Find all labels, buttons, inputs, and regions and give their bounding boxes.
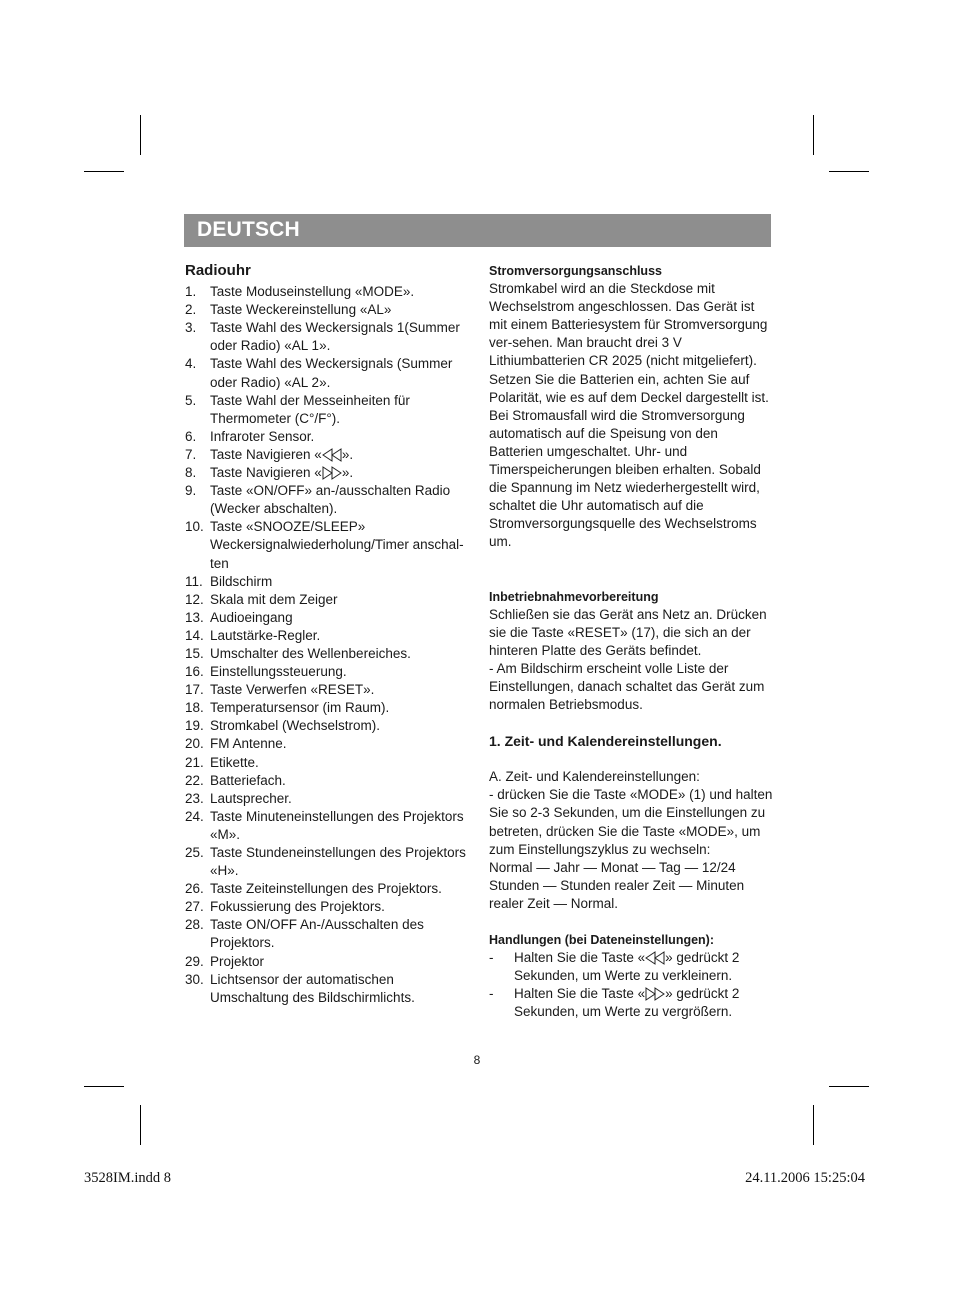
item-number: 16.: [185, 664, 204, 680]
item-number: 18.: [185, 700, 204, 716]
item-number: 27.: [185, 899, 204, 915]
item-text: Projektor: [210, 953, 265, 969]
item-text: Lichtsensor der automatischen Umschaltung des Bildschirmlichts.: [210, 971, 415, 1005]
action-text: [514, 949, 774, 985]
item-number: 6.: [185, 428, 197, 444]
item-text-prefix: Taste Navigieren «: [210, 446, 322, 462]
time-subheading: A. Zeit- und Kalendereinstellungen:: [489, 769, 700, 785]
item-text: Etikette.: [210, 754, 259, 770]
item-text-suffix: ».: [341, 465, 354, 481]
item-text: Taste «ON/OFF» an-/ausschalten Radio (Wecker abschalten).: [210, 483, 451, 517]
list-item: [185, 681, 470, 699]
item-number: 4.: [185, 356, 197, 372]
list-item: [185, 808, 470, 844]
power-text: Stromkabel wird an die Steckdose mit Wechselstrom angeschlossen. Das Gerät ist mit einem Batteriesystem für Stromversorgung ver-sehen. Man braucht drei 3 V Lithiumbatterien CR 2025 (nicht mitgeliefert). Setzen Sie die Batterien ein, achten Sie auf Polarität, wie es auf dem Deckel dargestellt ist. Bei Stromausfall wird die Stromversorgung automatisch auf die Speisung von den Batterien umgeschaltet. Uhr- und Timerspeicherungen bleiben erhalten. Sobald die Spannung im Netz wiederhergestellt wird, schaltet die Uhr automatisch auf die Stromversorgungsquelle des Wechselstroms um.: [489, 281, 769, 550]
item-number: 12.: [185, 591, 204, 607]
list-item: [185, 446, 470, 464]
item-text-suffix: ».: [341, 446, 354, 462]
list-item: [185, 953, 470, 971]
item-number: 21.: [185, 754, 204, 770]
footer-timestamp: 24.11.2006 15:25:04: [745, 1170, 865, 1186]
crop-mark: [829, 1086, 869, 1087]
item-text: Umschalter des Wellenbereiches.: [210, 645, 411, 661]
item-text: Taste Stundeneinstellungen des Projektors «H».: [210, 845, 466, 879]
item-number: 19.: [185, 718, 204, 734]
item-text: Taste ON/OFF An-/Ausschalten des Projektors.: [210, 917, 424, 951]
item-text: Bildschirm: [210, 573, 273, 589]
section-title: Radiouhr: [185, 262, 251, 279]
list-item: [185, 735, 470, 753]
item-number: 20.: [185, 736, 204, 752]
item-number: 7.: [185, 446, 197, 462]
list-item: [185, 464, 470, 482]
list-item: [489, 949, 774, 985]
crop-mark: [84, 171, 124, 172]
item-text: Taste «SNOOZE/SLEEP» Weckersignalwiederholung/Timer anschal-ten: [210, 519, 464, 571]
list-item: [185, 772, 470, 790]
item-number: 30.: [185, 971, 204, 987]
item-text: Taste Zeiteinstellungen des Projektors.: [210, 881, 442, 897]
crop-mark: [813, 1105, 814, 1145]
item-number: 15.: [185, 645, 204, 661]
actions-list: [489, 949, 774, 1021]
time-heading: 1. Zeit- und Kalendereinstellungen.: [489, 733, 722, 750]
list-item: [185, 790, 470, 808]
list-item: [185, 971, 470, 1007]
instructions-column: [489, 262, 774, 1021]
list-item: [185, 898, 470, 916]
item-text: [210, 464, 470, 482]
crop-mark: [84, 1086, 124, 1087]
item-text: Infraroter Sensor.: [210, 428, 315, 444]
list-item: [185, 699, 470, 717]
item-number: 8.: [185, 465, 197, 481]
crop-mark: [813, 115, 814, 155]
item-text: Batteriefach.: [210, 772, 286, 788]
list-item: [185, 844, 470, 880]
crop-mark: [140, 1105, 141, 1145]
item-number: 25.: [185, 845, 204, 860]
item-number: 3.: [185, 320, 197, 336]
list-item: [185, 717, 470, 735]
item-text: Taste Wahl der Messeinheiten für Thermometer (C°/F°).: [210, 392, 410, 426]
item-number: 9.: [185, 483, 197, 499]
item-text: Taste Wahl des Weckersignals 1(Summer oder Radio) «AL 1».: [210, 320, 460, 354]
item-text: Fokussierung des Projektors.: [210, 899, 385, 915]
item-text: [210, 446, 470, 464]
list-item: [185, 609, 470, 627]
list-item: [185, 518, 470, 572]
item-text: FM Antenne.: [210, 736, 287, 752]
parts-column: [185, 262, 470, 1007]
item-number: 22.: [185, 772, 204, 788]
list-item: [185, 482, 470, 518]
list-item: [185, 645, 470, 663]
item-text: Einstellungssteuerung.: [210, 664, 347, 680]
action-text-prefix: Halten Sie die Taste «: [514, 950, 646, 966]
item-text: Taste Verwerfen «RESET».: [210, 682, 375, 698]
rewind-icon: [645, 951, 665, 965]
list-item: [185, 301, 470, 319]
item-number: 10.: [185, 519, 204, 535]
prep-heading: Inbetriebnahmevorbereitung: [489, 589, 659, 604]
list-item: [489, 985, 774, 1021]
item-text: Skala mit dem Zeiger: [210, 591, 338, 607]
language-banner: [184, 214, 771, 247]
item-number: 11.: [185, 573, 203, 589]
rewind-icon: [322, 448, 342, 462]
action-text: [514, 985, 774, 1021]
footer-file: 3528IM.indd 8: [84, 1170, 171, 1186]
time-text: - drücken Sie die Taste «MODE» (1) und halten Sie so 2-3 Sekunden, um die Einstellungen zu betreten, drücken Sie die Taste «MODE», um zum Einstellungszyklus zu wechseln:: [489, 787, 773, 857]
item-number: 29.: [185, 953, 204, 969]
action-text-prefix: Halten Sie die Taste «: [514, 986, 646, 1002]
list-item: [185, 591, 470, 609]
list-item: [185, 627, 470, 645]
list-item: [185, 428, 470, 446]
item-number: 5.: [185, 392, 197, 408]
fast-forward-icon: [322, 466, 342, 480]
list-item: [185, 880, 470, 898]
list-item: [185, 573, 470, 591]
mode-cycle-text: Normal — Jahr — Monat — Tag — 12/24 Stunden — Stunden realer Zeit — Minuten realer Zeit — Normal.: [489, 859, 745, 911]
item-text: Lautstärke-Regler.: [210, 627, 321, 643]
list-item: [185, 392, 470, 428]
item-number: 1.: [185, 284, 197, 300]
list-item: [185, 283, 470, 301]
prep-text: - Am Bildschirm erscheint volle Liste der Einstellungen, danach schaltet das Gerät zum normalen Betriebsmodus.: [489, 660, 765, 713]
item-text: Taste Weckereinstellung «AL»: [210, 302, 392, 318]
action-text-suffix: » gedrückt 2 Sekunden, um Werte zu vergrößern.: [514, 986, 740, 1020]
power-heading: Stromversorgungsanschluss: [489, 264, 662, 278]
list-item: [185, 663, 470, 681]
prep-text: Schließen sie das Gerät ans Netz an. Drücken sie die Taste «RESET» (17), die sich an der hinteren Platte des Geräts befindet.: [489, 606, 767, 658]
bullet-dash: -: [489, 986, 494, 1002]
item-text-prefix: Taste Navigieren «: [210, 465, 322, 481]
item-number: 26.: [185, 881, 204, 897]
bullet-dash: -: [489, 950, 494, 966]
item-number: 2.: [185, 302, 197, 318]
crop-mark: [140, 115, 141, 155]
list-item: [185, 319, 470, 355]
item-number: 17.: [185, 682, 204, 698]
item-text: Lautsprecher.: [210, 790, 292, 806]
item-text: Taste Moduseinstellung «MODE».: [210, 284, 415, 300]
crop-mark: [829, 171, 869, 172]
item-number: 13.: [185, 609, 204, 625]
list-item: [185, 916, 470, 952]
item-text: Temperatursensor (im Raum).: [210, 700, 390, 716]
parts-list: [185, 283, 470, 1007]
item-text: Audioeingang: [210, 609, 293, 625]
list-item: [185, 355, 470, 391]
item-number: 28.: [185, 917, 204, 933]
item-number: 14.: [185, 627, 204, 643]
action-text-suffix: » gedrückt 2 Sekunden, um Werte zu verkleinern.: [514, 950, 740, 984]
page-number: 8: [473, 1053, 481, 1067]
fast-forward-icon: [645, 987, 665, 1001]
item-number: 24.: [185, 808, 204, 824]
item-text: Stromkabel (Wechselstrom).: [210, 718, 381, 734]
list-item: [185, 754, 470, 772]
item-text: Taste Wahl des Weckersignals (Summer oder Radio) «AL 2».: [210, 356, 453, 390]
item-number: 23.: [185, 790, 204, 806]
language-title: DEUTSCH: [197, 218, 300, 241]
item-text: Taste Minuteneinstellungen des Projektors «M».: [210, 808, 464, 842]
actions-heading: Handlungen (bei Dateneinstellungen):: [489, 933, 715, 947]
